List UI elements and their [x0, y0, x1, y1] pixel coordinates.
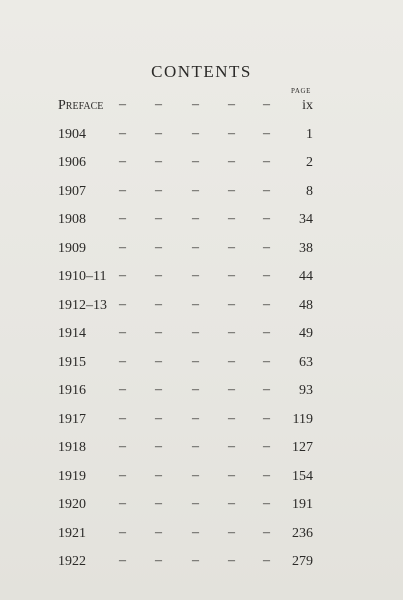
contents-list	[0, 94, 403, 579]
leader-dash: –	[228, 182, 235, 198]
leader-dash: –	[119, 268, 126, 283]
contents-entry	[0, 408, 403, 437]
leader-dash: –	[155, 125, 162, 141]
leader-dash: –	[263, 553, 270, 568]
leader-dash: –	[155, 410, 162, 426]
leader-dash: –	[119, 439, 126, 454]
leader-dash: –	[119, 182, 126, 198]
leader-dash: –	[192, 154, 199, 169]
entry-label: 1909	[58, 240, 86, 256]
entry-page-number: 2	[306, 155, 313, 170]
leader-dash: –	[263, 211, 270, 226]
leader-dash: –	[192, 125, 199, 141]
leader-dash: –	[192, 211, 199, 226]
contents-entry	[0, 522, 403, 551]
contents-entry	[0, 208, 403, 237]
leader-dash: –	[119, 296, 126, 312]
leader-dash: –	[155, 353, 162, 369]
leader-dash: –	[192, 97, 199, 112]
leader-dash: –	[155, 325, 162, 340]
leader-dash: –	[192, 182, 199, 198]
contents-entry	[0, 493, 403, 522]
leader-dash: –	[192, 325, 199, 340]
contents-entry	[0, 180, 403, 209]
entry-page-number: 154	[292, 468, 313, 484]
leader-dash: –	[155, 382, 162, 397]
contents-title: CONTENTS	[151, 62, 252, 81]
leader-dash: –	[119, 553, 126, 568]
leader-dash: –	[192, 268, 199, 283]
leader-dash: –	[263, 97, 270, 112]
entry-page-number: 48	[299, 297, 313, 313]
leader-dash: –	[192, 410, 199, 426]
leader-dash: –	[263, 496, 270, 511]
leader-dash: –	[192, 496, 199, 511]
leader-dash: –	[119, 353, 126, 369]
entry-page-number: 63	[299, 354, 313, 370]
leader-dash: –	[228, 325, 235, 340]
entry-label: Preface	[58, 98, 104, 113]
leader-dash: –	[263, 467, 270, 483]
contents-entry	[0, 550, 403, 579]
leader-dash: –	[228, 97, 235, 112]
leader-dash: –	[192, 239, 199, 255]
leader-dash: –	[119, 325, 126, 340]
contents-entry-preface	[0, 94, 403, 123]
leader-dash: –	[119, 524, 126, 540]
contents-entry	[0, 265, 403, 294]
leader-dash: –	[228, 467, 235, 483]
entry-label: 1914	[58, 326, 86, 341]
leader-dash: –	[192, 296, 199, 312]
contents-entry	[0, 465, 403, 494]
leader-dash: –	[263, 439, 270, 454]
entry-page-number: 34	[299, 212, 313, 227]
entry-page-number: 44	[299, 269, 313, 284]
leader-dash: –	[228, 496, 235, 511]
leader-dash: –	[155, 154, 162, 169]
leader-dash: –	[155, 97, 162, 112]
entry-label: 1907	[58, 183, 86, 199]
leader-dash: –	[263, 268, 270, 283]
contents-entry	[0, 436, 403, 465]
contents-entry	[0, 379, 403, 408]
leader-dash: –	[192, 467, 199, 483]
leader-dash: –	[155, 553, 162, 568]
leader-dash: –	[228, 239, 235, 255]
leader-dash: –	[119, 382, 126, 397]
leader-dash: –	[263, 353, 270, 369]
leader-dash: –	[192, 353, 199, 369]
leader-dash: –	[192, 439, 199, 454]
entry-page-number: 279	[292, 554, 313, 569]
leader-dash: –	[263, 239, 270, 255]
entry-page-number: 93	[299, 383, 313, 398]
leader-dash: –	[119, 239, 126, 255]
leader-dash: –	[155, 439, 162, 454]
entry-label: 1906	[58, 155, 86, 170]
entry-label: 1904	[58, 126, 86, 142]
leader-dash: –	[263, 382, 270, 397]
leader-dash: –	[119, 410, 126, 426]
entry-label: 1910–11	[58, 269, 107, 284]
leader-dash: –	[155, 211, 162, 226]
leader-dash: –	[119, 154, 126, 169]
leader-dash: –	[155, 496, 162, 511]
leader-dash: –	[228, 553, 235, 568]
leader-dash: –	[228, 268, 235, 283]
entry-label: 1916	[58, 383, 86, 398]
entry-page-number: 49	[299, 326, 313, 341]
leader-dash: –	[119, 496, 126, 511]
leader-dash: –	[228, 524, 235, 540]
leader-dash: –	[228, 410, 235, 426]
contents-entry	[0, 123, 403, 152]
leader-dash: –	[155, 239, 162, 255]
leader-dash: –	[263, 410, 270, 426]
leader-dash: –	[263, 524, 270, 540]
leader-dash: –	[263, 154, 270, 169]
leader-dash: –	[119, 467, 126, 483]
leader-dash: –	[228, 353, 235, 369]
entry-page-number: 119	[292, 411, 313, 427]
entry-label: 1908	[58, 212, 86, 227]
entry-page-number: 127	[292, 440, 313, 455]
entry-page-number: 38	[299, 240, 313, 256]
entry-label: 1917	[58, 411, 86, 427]
entry-label: 1912–13	[58, 297, 107, 313]
leader-dash: –	[119, 125, 126, 141]
leader-dash: –	[228, 211, 235, 226]
leader-dash: –	[155, 182, 162, 198]
contents-entry	[0, 351, 403, 380]
leader-dash: –	[155, 467, 162, 483]
entry-label: 1918	[58, 440, 86, 455]
leader-dash: –	[155, 296, 162, 312]
leader-dash: –	[155, 524, 162, 540]
entry-label: 1920	[58, 497, 86, 512]
contents-entry	[0, 237, 403, 266]
entry-page-number: 236	[292, 525, 313, 541]
leader-dash: –	[228, 125, 235, 141]
contents-entry	[0, 294, 403, 323]
leader-dash: –	[228, 382, 235, 397]
leader-dash: –	[119, 97, 126, 112]
entry-page-number: ix	[302, 98, 313, 113]
leader-dash: –	[192, 524, 199, 540]
entry-page-number: 191	[292, 497, 313, 512]
entry-label: 1921	[58, 525, 86, 541]
leader-dash: –	[263, 325, 270, 340]
leader-dash: –	[263, 125, 270, 141]
leader-dash: –	[228, 154, 235, 169]
entry-label: 1922	[58, 554, 86, 569]
leader-dash: –	[228, 296, 235, 312]
entry-page-number: 8	[306, 183, 313, 199]
leader-dash: –	[263, 182, 270, 198]
page-column-header: PAGE	[291, 87, 312, 95]
leader-dash: –	[192, 553, 199, 568]
entry-page-number: 1	[306, 126, 313, 142]
entry-label: 1919	[58, 468, 86, 484]
leader-dash: –	[155, 268, 162, 283]
leader-dash: –	[192, 382, 199, 397]
contents-entry	[0, 322, 403, 351]
contents-entry	[0, 151, 403, 180]
leader-dash: –	[228, 439, 235, 454]
entry-label: 1915	[58, 354, 86, 370]
leader-dash: –	[263, 296, 270, 312]
leader-dash: –	[119, 211, 126, 226]
